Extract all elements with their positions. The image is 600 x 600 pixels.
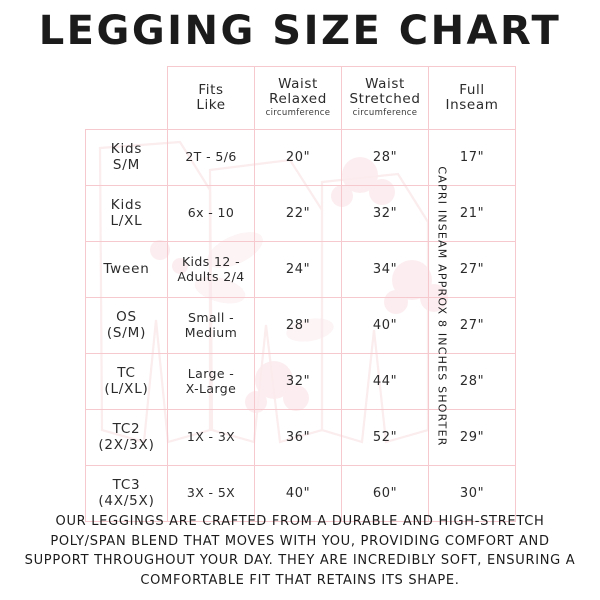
row-full-inseam: 27": [429, 298, 516, 354]
row-waist-relaxed: 36": [255, 410, 342, 466]
row-fits-line1: Small -: [187, 309, 234, 325]
row-waist-stretched: 32": [342, 186, 429, 242]
row-waist-stretched: 34": [342, 242, 429, 298]
header-corner-blank: [86, 67, 168, 130]
row-fits-like: [168, 298, 255, 354]
row-size-line2: (S/M): [106, 324, 147, 341]
row-size-label: [86, 242, 168, 298]
row-fits-line2: X-Large: [185, 380, 237, 396]
header-waist-stretched-line1: Waist: [365, 76, 405, 93]
row-full-inseam: 27": [429, 242, 516, 298]
row-size-line2: (L/XL): [104, 380, 149, 397]
table-row: [86, 242, 516, 298]
row-fits-like: [168, 410, 255, 466]
row-size-line1: Kids: [110, 196, 143, 213]
row-size-label: [86, 186, 168, 242]
row-size-line2: L/XL: [110, 212, 143, 229]
row-fits-line1: 2T - 5/6: [185, 149, 237, 165]
header-waist-relaxed: [255, 67, 342, 130]
row-size-line1: Kids: [110, 140, 143, 157]
row-size-label: [86, 298, 168, 354]
size-chart-table-wrap: [85, 66, 515, 522]
row-fits-like: [168, 242, 255, 298]
header-waist-stretched-line2: Stretched: [349, 91, 421, 108]
header-waist-stretched-sub: circumference: [352, 108, 418, 119]
row-size-line1: TC3: [112, 476, 141, 493]
row-waist-relaxed: 32": [255, 354, 342, 410]
header-waist-relaxed-line2: Relaxed: [269, 91, 327, 108]
row-size-line2: (4X/5X): [98, 492, 155, 509]
row-size-line2: S/M: [112, 156, 141, 173]
row-fits-line2: Adults 2/4: [177, 268, 245, 284]
header-full-inseam-line2: Inseam: [445, 97, 499, 113]
page-title: LEGGING SIZE CHART: [38, 8, 562, 54]
table-row: [86, 410, 516, 466]
row-size-line1: TC2: [112, 420, 141, 437]
capri-inseam-note: CAPRI INSEAM APPROX 8 INCHES SHORTER: [435, 166, 449, 447]
row-fits-like: [168, 354, 255, 410]
size-chart-table: [85, 66, 516, 522]
table-row: [86, 298, 516, 354]
header-waist-stretched: [342, 67, 429, 130]
row-full-inseam: 21": [429, 186, 516, 242]
row-waist-relaxed: 28": [255, 298, 342, 354]
row-size-line1: Tween: [103, 260, 150, 277]
row-size-label: [86, 354, 168, 410]
row-waist-relaxed: 40": [255, 466, 342, 522]
row-waist-stretched: 44": [342, 354, 429, 410]
row-size-line1: OS: [116, 308, 137, 325]
row-fits-like: [168, 186, 255, 242]
header-waist-relaxed-sub: circumference: [265, 108, 331, 119]
footer-description: OUR LEGGINGS ARE CRAFTED FROM A DURABLE AND HIGH-STRETCH POLY/SPAN BLEND THAT MOVES WITH YOU, PROVIDING COMFORT AND SUPPORT THROUGHOUT YOUR DAY. THEY ARE INCREDIBLY SOFT, ENSURING A COMFORTABLE FIT THAT RETAINS ITS SHAPE.: [24, 514, 576, 588]
header-fits-like-line2: Like: [196, 97, 226, 113]
row-fits-line2: Medium: [184, 324, 238, 340]
row-waist-relaxed: 22": [255, 186, 342, 242]
row-fits-line1: 1X - 3X: [186, 429, 236, 445]
row-full-inseam: 30": [429, 466, 516, 522]
row-size-line2: (2X/3X): [98, 436, 155, 453]
row-waist-relaxed: 20": [255, 130, 342, 186]
table-row: [86, 186, 516, 242]
row-waist-stretched: 28": [342, 130, 429, 186]
header-fits-like: [168, 67, 255, 130]
row-waist-stretched: 60": [342, 466, 429, 522]
row-size-label: [86, 410, 168, 466]
table-header: [86, 67, 516, 130]
row-full-inseam: 28": [429, 354, 516, 410]
row-waist-stretched: 40": [342, 298, 429, 354]
row-fits-line1: Large -: [187, 365, 235, 381]
header-full-inseam: [429, 67, 516, 130]
table-row: [86, 354, 516, 410]
header-full-inseam-line1: Full: [459, 81, 485, 98]
row-fits-line1: 3X - 5X: [186, 485, 236, 501]
row-full-inseam: 17": [429, 130, 516, 186]
table-header-row: [86, 67, 516, 130]
table-row: [86, 130, 516, 186]
row-fits-like: [168, 130, 255, 186]
row-waist-relaxed: 24": [255, 242, 342, 298]
row-waist-stretched: 52": [342, 410, 429, 466]
header-fits-like-line1: Fits: [198, 81, 224, 98]
header-waist-relaxed-line1: Waist: [278, 76, 318, 93]
row-size-line1: TC: [117, 364, 136, 381]
row-fits-line1: Kids 12 -: [181, 253, 241, 269]
table-body: [86, 130, 516, 522]
row-full-inseam: 29": [429, 410, 516, 466]
row-fits-line1: 6x - 10: [187, 205, 235, 221]
row-size-label: [86, 130, 168, 186]
